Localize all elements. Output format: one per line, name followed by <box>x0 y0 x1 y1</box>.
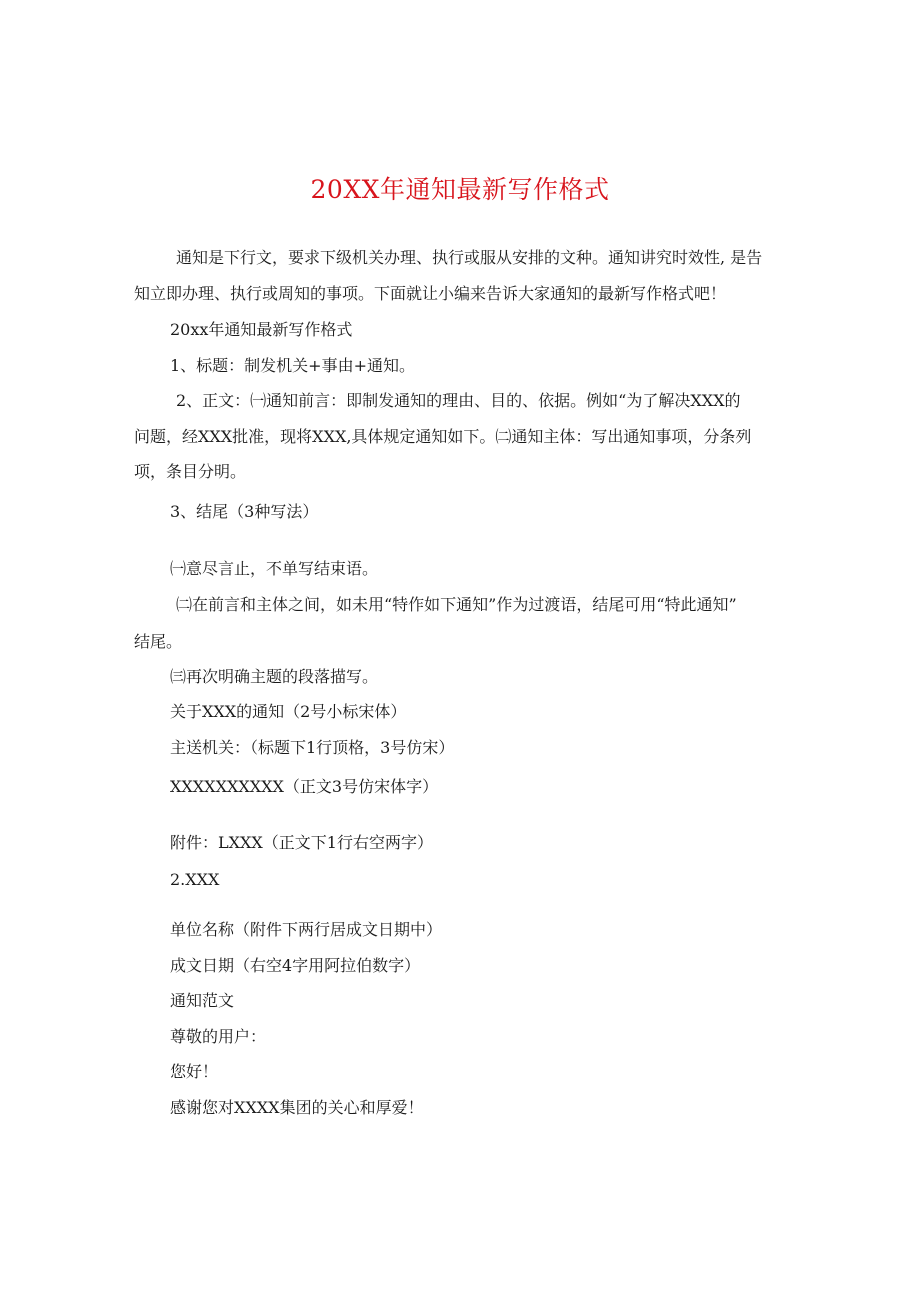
template-attachment-2: 2.XXX <box>170 870 220 889</box>
ending-2-line-1: ㈡在前言和主体之间，如未用“特作如下通知”作为过渡语，结尾可用“特此通知” <box>176 595 737 614</box>
template-title: 关于XXX的通知（2号小标宋体） <box>170 702 407 721</box>
thanks-line: 感谢您对XXXX集团的关心和厚爱！ <box>170 1098 424 1117</box>
template-recipient: 主送机关：（标题下1行顶格，3号仿宋） <box>170 738 455 757</box>
item-2-line-1: 2、正文：㈠通知前言：即制发通知的理由、目的、依据。例如“为了解决XXX的 <box>176 391 741 410</box>
template-date: 成文日期（右空4字用阿拉伯数字） <box>170 956 421 975</box>
sample-heading: 通知范文 <box>170 991 235 1010</box>
ending-2-line-2: 结尾。 <box>134 632 183 651</box>
item-3: 3、结尾（3种写法） <box>170 502 319 521</box>
document-title: 20XX年通知最新写作格式 <box>310 175 610 204</box>
item-2-line-2: 问题，经XXX批准，现将XXX,具体规定通知如下。㈡通知主体：写出通知事项，分条列 <box>134 427 752 446</box>
template-body: XXXXXXXXXX（正文3号仿宋体字） <box>170 777 439 796</box>
salutation: 尊敬的用户： <box>170 1027 267 1046</box>
ending-3: ㈢再次明确主题的段落描写。 <box>170 667 379 686</box>
ending-1: ㈠意尽言止，不单写结束语。 <box>170 559 379 578</box>
greeting: 您好！ <box>170 1062 219 1081</box>
subtitle: 20xx年通知最新写作格式 <box>170 320 353 339</box>
template-attachment: 附件：LXXX（正文下1行右空两字） <box>170 833 433 852</box>
intro-line-1: 通知是下行文，要求下级机关办理、执行或服从安排的文种。通知讲究时效性, 是告 <box>176 248 763 267</box>
item-2-line-3: 项，条目分明。 <box>134 462 247 481</box>
intro-line-2: 知立即办理、执行或周知的事项。下面就让小编来告诉大家通知的最新写作格式吧！ <box>134 284 727 303</box>
template-org-name: 单位名称（附件下两行居成文日期中） <box>170 920 443 939</box>
item-1: 1、标题：制发机关+事由+通知。 <box>170 356 415 375</box>
